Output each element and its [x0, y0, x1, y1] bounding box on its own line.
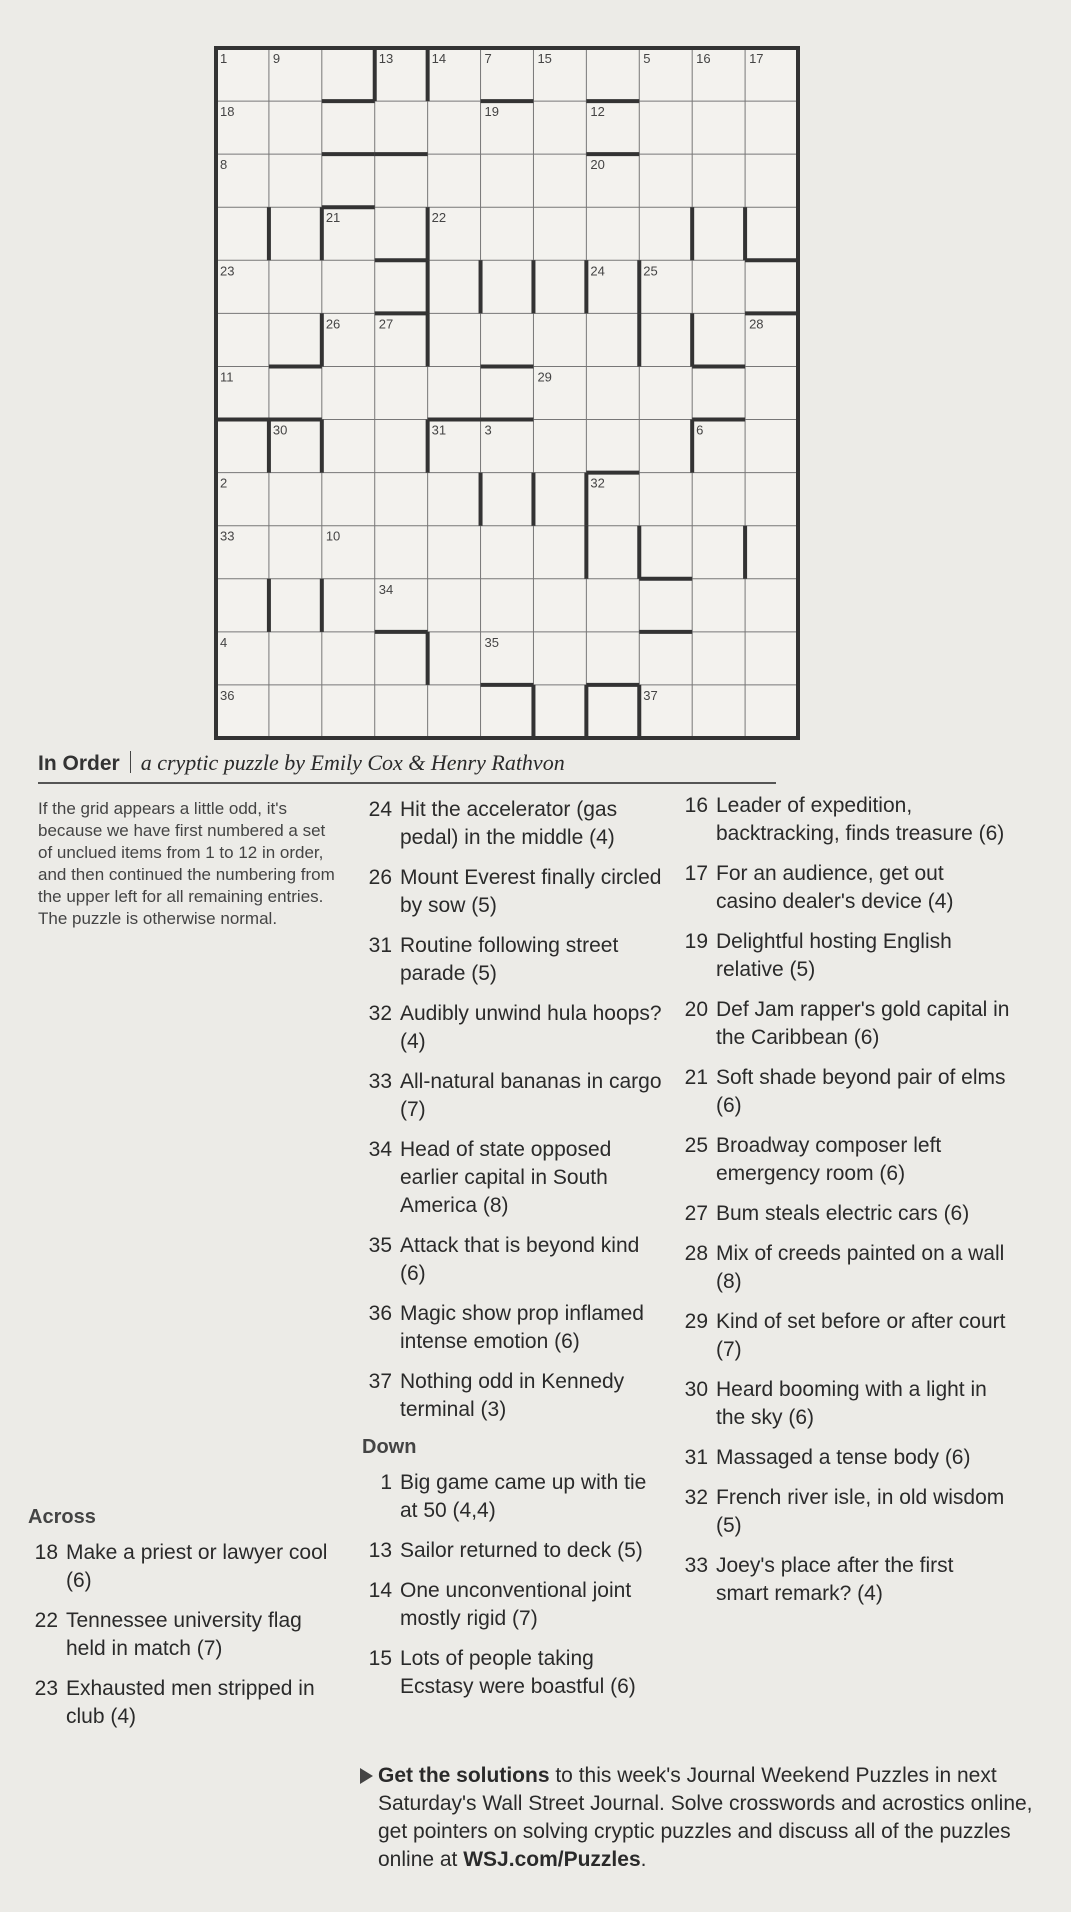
- clue-text: Make a priest or lawyer cool (6): [66, 1541, 328, 1592]
- clue-number: 36: [368, 1302, 392, 1325]
- solutions-end: .: [640, 1848, 647, 1871]
- clue-number: 27: [684, 1202, 708, 1225]
- cell-number: 8: [220, 157, 228, 173]
- clue-28: [678, 1240, 1010, 1296]
- clue-13: [362, 1537, 662, 1565]
- clue-1: [362, 1469, 662, 1525]
- clue-26: [362, 864, 662, 920]
- clue-text: Joey's place after the first smart remark? (4): [716, 1554, 954, 1605]
- clue-number: 18: [34, 1541, 58, 1564]
- clue-30: [678, 1376, 1010, 1432]
- grid-background: [216, 48, 798, 738]
- crossword-grid: [214, 46, 800, 740]
- cell-number: 10: [325, 528, 341, 544]
- clue-21: [678, 1064, 1010, 1120]
- clue-text: Heard booming with a light in the sky (6): [716, 1378, 987, 1429]
- clue-text: Attack that is beyond kind (6): [400, 1234, 640, 1285]
- cell-number: 5: [643, 51, 651, 66]
- clue-number: 22: [34, 1609, 58, 1632]
- clue-14: [362, 1577, 662, 1633]
- cell-number: 30: [272, 422, 288, 438]
- cell-number: 34: [378, 581, 394, 597]
- cell-number: 23: [220, 263, 235, 279]
- cell-number: 12: [590, 104, 605, 120]
- clue-number: 30: [684, 1378, 708, 1401]
- clue-text: Def Jam rapper's gold capital in the Caribbean (6): [716, 998, 1010, 1049]
- cell-number: 2: [220, 475, 228, 491]
- clue-text: Broadway composer left emergency room (6): [716, 1134, 942, 1185]
- across-clues-column-1: [28, 1506, 328, 1743]
- clue-text: Magic show prop inflamed intense emotion (6): [400, 1302, 644, 1353]
- clue-text: Bum steals electric cars (6): [716, 1202, 970, 1225]
- clue-number: 14: [368, 1579, 392, 1602]
- clue-27: [678, 1200, 1010, 1228]
- clue-text: All-natural bananas in cargo (7): [400, 1070, 662, 1121]
- clue-37: [362, 1368, 662, 1424]
- clue-number: 31: [368, 934, 392, 957]
- clue-number: 26: [368, 866, 392, 889]
- across-heading: Across: [28, 1506, 96, 1528]
- clue-text: Nothing odd in Kennedy terminal (3): [400, 1370, 625, 1421]
- clue-25: [678, 1132, 1010, 1188]
- cell-number: 32: [590, 475, 605, 491]
- cell-number: 24: [590, 263, 605, 279]
- cell-number: 25: [643, 263, 658, 279]
- cell-number: 33: [220, 528, 235, 544]
- clue-text: Mount Everest finally circled by sow (5): [400, 866, 662, 917]
- cell-number: 15: [537, 51, 552, 66]
- clue-number: 31: [684, 1446, 708, 1469]
- clue-text: For an audience, get out casino dealer's device (4): [716, 862, 954, 913]
- clue-text: Soft shade beyond pair of elms (6): [716, 1066, 1006, 1117]
- clue-16: [678, 792, 1010, 848]
- cell-number: 37: [643, 687, 658, 703]
- clue-19: [678, 928, 1010, 984]
- clue-33: [362, 1068, 662, 1124]
- clue-text: Audibly unwind hula hoops? (4): [400, 1002, 662, 1053]
- cell-number: 18: [220, 104, 235, 120]
- clue-text: Kind of set before or after court (7): [716, 1310, 1006, 1361]
- puzzle-header: [38, 750, 776, 784]
- clue-22: [28, 1607, 328, 1663]
- clue-number: 35: [368, 1234, 392, 1257]
- cell-number: 27: [378, 316, 394, 332]
- title-separator: [130, 751, 131, 773]
- clue-text: Sailor returned to deck (5): [400, 1539, 643, 1562]
- clue-text: One unconventional joint mostly rigid (7): [400, 1579, 632, 1630]
- clue-text: Big game came up with tie at 50 (4,4): [400, 1471, 647, 1522]
- puzzle-title: In Order: [38, 752, 120, 775]
- down-clues-column-3: [678, 792, 1010, 1620]
- clue-number: 13: [368, 1539, 392, 1562]
- intro-text: If the grid appears a little odd, it's because we have first numbered a set of unclued items from 1 to 12 in order, and then continued the numbering from the upper left for all remaining entries. The puzzle is otherwise normal.: [38, 799, 335, 928]
- puzzles-link[interactable]: WSJ.com/Puzzles: [463, 1848, 641, 1871]
- cell-number: 17: [749, 51, 764, 66]
- clue-text: Leader of expedition, backtracking, finds treasure (6): [716, 794, 1005, 845]
- clue-36: [362, 1300, 662, 1356]
- clue-number: 33: [684, 1554, 708, 1577]
- cell-number: 21: [325, 210, 341, 226]
- cell-number: 9: [272, 51, 281, 66]
- clue-number: 34: [368, 1138, 392, 1161]
- down-heading: Down: [362, 1436, 417, 1458]
- clue-text: Tennessee university flag held in match (7): [66, 1609, 302, 1660]
- clue-number: 28: [684, 1242, 708, 1265]
- cell-number: 29: [537, 369, 552, 385]
- clue-number: 21: [684, 1066, 708, 1089]
- clue-31: [678, 1444, 1010, 1472]
- clue-number: 32: [368, 1002, 392, 1025]
- cell-number: 6: [696, 422, 704, 438]
- clue-text: Routine following street parade (5): [400, 934, 619, 985]
- clue-number: 17: [684, 862, 708, 885]
- clue-number: 25: [684, 1134, 708, 1157]
- clue-number: 37: [368, 1370, 392, 1393]
- clue-text: Lots of people taking Ecstasy were boastful (6): [400, 1647, 636, 1698]
- puzzle-byline: a cryptic puzzle by Emily Cox & Henry Rathvon: [140, 750, 565, 775]
- clue-number: 15: [368, 1647, 392, 1670]
- clue-23: [28, 1675, 328, 1731]
- clue-number: 24: [368, 798, 392, 821]
- clue-29: [678, 1308, 1010, 1364]
- clue-31: [362, 932, 662, 988]
- clue-35: [362, 1232, 662, 1288]
- clue-text: Mix of creeds painted on a wall (8): [716, 1242, 1005, 1293]
- clue-number: 33: [368, 1070, 392, 1093]
- cell-number: 36: [220, 687, 235, 703]
- clue-32: [362, 1000, 662, 1056]
- clue-text: Massaged a tense body (6): [716, 1446, 971, 1469]
- clue-number: 16: [684, 794, 708, 817]
- clue-20: [678, 996, 1010, 1052]
- cell-number: 20: [590, 157, 605, 173]
- cell-number: 7: [484, 51, 492, 66]
- triangle-bullet-icon: [360, 1768, 373, 1784]
- clue-number: 23: [34, 1677, 58, 1700]
- cell-number: 13: [378, 51, 394, 66]
- cell-number: 14: [431, 51, 447, 66]
- solutions-bold: Get the solutions: [378, 1764, 550, 1787]
- clue-text: Exhausted men stripped in club (4): [66, 1677, 315, 1728]
- clue-34: [362, 1136, 662, 1220]
- clue-32: [678, 1484, 1010, 1540]
- clue-number: 20: [684, 998, 708, 1021]
- clue-18: [28, 1539, 328, 1595]
- cell-number: 4: [220, 634, 228, 650]
- cell-number: 31: [431, 422, 447, 438]
- cell-number: 22: [431, 210, 447, 226]
- clue-17: [678, 860, 1010, 916]
- clue-15: [362, 1645, 662, 1701]
- cell-number: 35: [484, 634, 500, 650]
- cell-number: 28: [749, 316, 764, 332]
- clue-text: Delightful hosting English relative (5): [716, 930, 952, 981]
- clue-text: French river isle, in old wisdom (5): [716, 1486, 1005, 1537]
- clue-text: Hit the accelerator (gas pedal) in the middle (4): [400, 798, 618, 849]
- cell-number: 16: [696, 51, 711, 66]
- cell-number: 11: [220, 369, 234, 385]
- solutions-text: to this week's Journal Weekend Puzzles in next Saturday's Wall Street Journal. Solve crosswords and acrostics online, get pointers on solving cryptic puzzles and discuss all of the puzzles online at: [378, 1764, 1033, 1871]
- clues-column-2: [362, 796, 662, 1713]
- cell-number: 19: [484, 104, 500, 120]
- clue-number: 1: [380, 1471, 392, 1494]
- clue-number: 32: [684, 1486, 708, 1509]
- clue-text: Head of state opposed earlier capital in South America (8): [400, 1138, 612, 1217]
- solutions-note: [360, 1762, 1038, 1874]
- clue-33: [678, 1552, 1010, 1608]
- clue-number: 29: [684, 1310, 708, 1333]
- cell-number: 26: [325, 316, 341, 332]
- cell-number: 3: [484, 422, 492, 438]
- clue-24: [362, 796, 662, 852]
- clue-number: 19: [684, 930, 708, 953]
- cell-number: 1: [220, 51, 228, 66]
